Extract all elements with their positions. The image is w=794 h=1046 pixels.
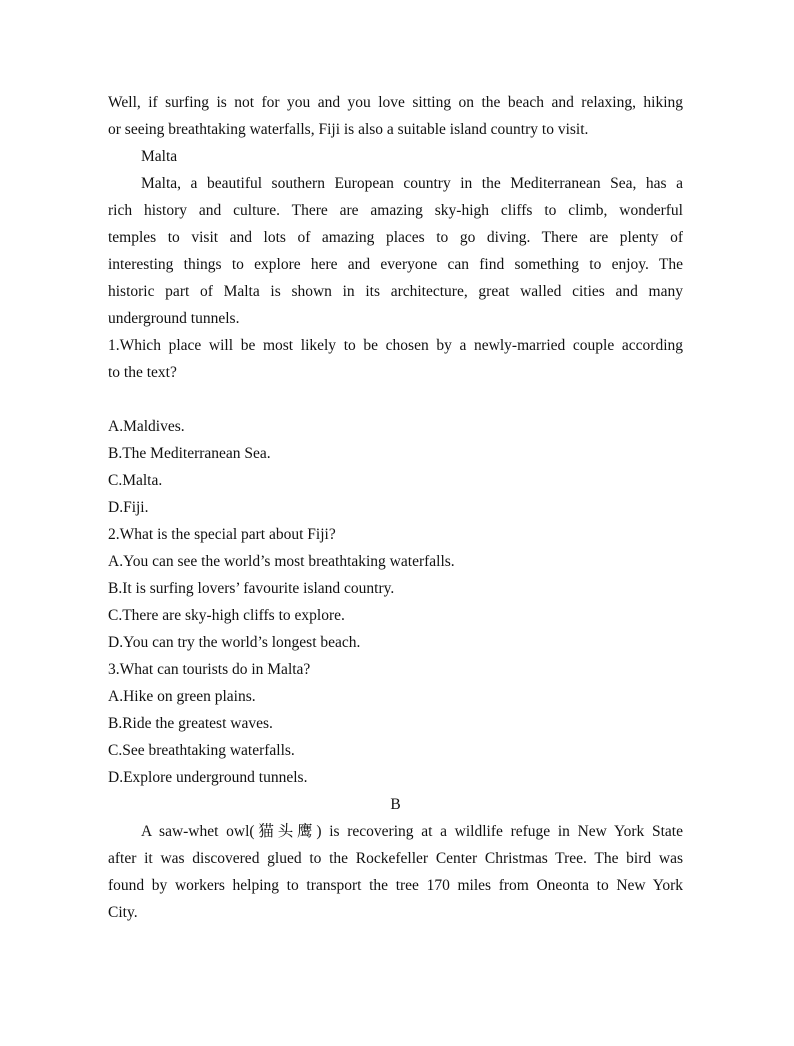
answer-option: A.Hike on green plains. bbox=[108, 688, 256, 705]
answer-option: C.See breathtaking waterfalls. bbox=[108, 742, 295, 759]
paragraph-line: found by workers helping to transport the tree 170 miles from Oneonta to New York bbox=[108, 877, 683, 894]
answer-option: C.Malta. bbox=[108, 472, 163, 489]
document-page bbox=[108, 89, 683, 926]
paragraph-line: historic part of Malta is shown in its architecture, great walled cities and many bbox=[108, 283, 683, 300]
answer-option: D.Explore underground tunnels. bbox=[108, 769, 308, 786]
paragraph-line: Malta, a beautiful southern European country in the Mediterranean Sea, has a bbox=[141, 175, 683, 192]
question-stem: to the text? bbox=[108, 364, 177, 381]
paragraph-line: interesting things to explore here and everyone can find something to enjoy. The bbox=[108, 256, 683, 273]
paragraph-line: underground tunnels. bbox=[108, 310, 240, 327]
paragraph-line: rich history and culture. There are amazing sky-high cliffs to climb, wonderful bbox=[108, 202, 683, 219]
question-stem: 1.Which place will be most likely to be chosen by a newly-married couple according bbox=[108, 337, 683, 354]
paragraph-line: or seeing breathtaking waterfalls, Fiji is also a suitable island country to visit. bbox=[108, 121, 589, 138]
answer-option: B.The Mediterranean Sea. bbox=[108, 445, 271, 462]
answer-option: C.There are sky-high cliffs to explore. bbox=[108, 607, 345, 624]
question-stem: 2.What is the special part about Fiji? bbox=[108, 526, 336, 543]
answer-option: A.You can see the world’s most breathtaking waterfalls. bbox=[108, 553, 455, 570]
answer-option: A.Maldives. bbox=[108, 418, 185, 435]
answer-option: D.Fiji. bbox=[108, 499, 149, 516]
question-stem: 3.What can tourists do in Malta? bbox=[108, 661, 311, 678]
answer-option: B.Ride the greatest waves. bbox=[108, 715, 273, 732]
paragraph-line: after it was discovered glued to the Rockefeller Center Christmas Tree. The bird was bbox=[108, 850, 683, 867]
paragraph-line: temples to visit and lots of amazing places to go diving. There are plenty of bbox=[108, 229, 683, 246]
paragraph-line: Well, if surfing is not for you and you love sitting on the beach and relaxing, hiking bbox=[108, 94, 683, 111]
blank-line bbox=[108, 386, 683, 413]
answer-option: D.You can try the world’s longest beach. bbox=[108, 634, 361, 651]
section-heading-b: B bbox=[390, 796, 401, 813]
answer-option: B.It is surfing lovers’ favourite island country. bbox=[108, 580, 395, 597]
paragraph-line: A saw-whet owl(猫头鹰) is recovering at a wildlife refuge in New York State bbox=[141, 823, 683, 840]
section-heading-malta: Malta bbox=[141, 148, 178, 165]
paragraph-line: City. bbox=[108, 904, 138, 921]
